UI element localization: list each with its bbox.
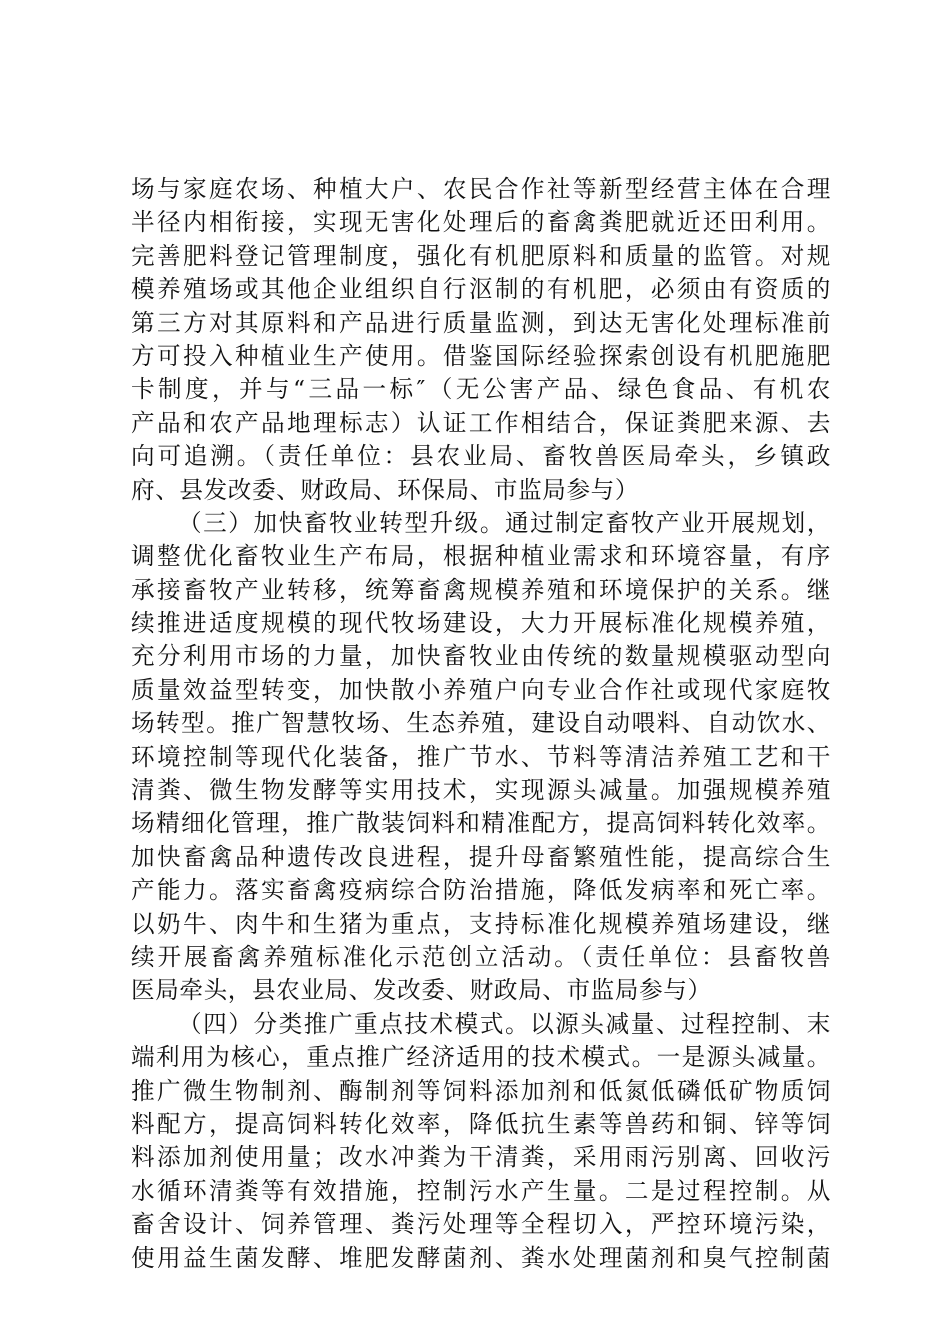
text-line: 使用益生菌发酵、堆肥发酵菌剂、粪水处理菌剂和臭气控制菌 <box>131 1243 831 1272</box>
text-line: 充分利用市场的力量，加快畜牧业由传统的数量规模驱动型向 <box>131 642 831 671</box>
text-line: 完善肥料登记管理制度，强化有机肥原料和质量的监管。对规 <box>131 241 831 270</box>
text-line: 料配方，提高饲料转化效率，降低抗生素等兽药和铜、锌等饲 <box>131 1109 831 1138</box>
text-line: 府、县发改委、财政局、环保局、市监局参与） <box>131 475 640 504</box>
text-line: 续推进适度规模的现代牧场建设，大力开展标准化规模养殖， <box>131 609 831 638</box>
text-line: 水循环清粪等有效措施，控制污水产生量。二是过程控制。从 <box>131 1176 831 1205</box>
text-line: 质量效益型转变，加快散小养殖户向专业合作社或现代家庭牧 <box>131 675 831 704</box>
text-line: 续开展畜禽养殖标准化示范创立活动。（责任单位：县畜牧兽 <box>131 942 831 971</box>
paragraph-first-line: （四）分类推广重点技术模式。以源头减量、过程控制、末 <box>178 1009 831 1038</box>
text-line: 场精细化管理，推广散装饲料和精准配方，提高饲料转化效率。 <box>131 809 831 838</box>
text-line: 场与家庭农场、种植大户、农民合作社等新型经营主体在合理 <box>131 175 831 203</box>
text-line: 料添加剂使用量；改水冲粪为干清粪，采用雨污别离、回收污 <box>131 1143 831 1172</box>
text-line: 第三方对其原料和产品进行质量监测，到达无害化处理标准前 <box>131 308 831 337</box>
text-line: 端利用为核心，重点推广经济适用的技术模式。一是源头减量。 <box>131 1043 831 1072</box>
text-line: 以奶牛、肉牛和生猪为重点，支持标准化规模养殖场建设，继 <box>131 909 831 938</box>
text-line: 环境控制等现代化装备，推广节水、节料等清洁养殖工艺和干 <box>131 742 831 771</box>
text-line: 加快畜禽品种遗传改良进程，提升母畜繁殖性能，提高综合生 <box>131 842 831 871</box>
text-line: 调整优化畜牧业生产布局，根据种植业需求和环境容量，有序 <box>131 542 831 571</box>
text-line: 产品和农产品地理标志）认证工作相结合，保证粪肥来源、去 <box>131 408 831 437</box>
text-line: 承接畜牧产业转移，统筹畜禽规模养殖和环境保护的关系。继 <box>131 575 831 604</box>
text-line: 场转型。推广智慧牧场、生态养殖，建设自动喂料、自动饮水、 <box>131 709 831 738</box>
text-line: 方可投入种植业生产使用。借鉴国际经验探索创设有机肥施肥 <box>131 341 831 370</box>
text-line: 产能力。落实畜禽疫病综合防治措施，降低发病率和死亡率。 <box>131 876 831 905</box>
body-text <box>131 173 831 1275</box>
text-line: 模养殖场或其他企业组织自行沤制的有机肥，必须由有资质的 <box>131 275 831 304</box>
text-line: 卡制度，并与“三品一标″（无公害产品、绿色食品、有机农 <box>131 375 831 404</box>
text-line: 向可追溯。（责任单位：县农业局、畜牧兽医局牵头，乡镇政 <box>131 442 831 471</box>
text-line: 医局牵头，县农业局、发改委、财政局、市监局参与） <box>131 976 712 1005</box>
text-line: 清粪、微生物发酵等实用技术，实现源头减量。加强规模养殖 <box>131 776 831 805</box>
paragraph-first-line: （三）加快畜牧业转型升级。通过制定畜牧产业开展规划， <box>178 508 831 537</box>
text-line: 推广微生物制剂、酶制剂等饲料添加剂和低氮低磷低矿物质饲 <box>131 1076 831 1105</box>
text-line: 畜舍设计、饲养管理、粪污处理等全程切入，严控环境污染， <box>131 1210 831 1239</box>
text-line: 半径内相衔接，实现无害化处理后的畜禽粪肥就近还田利用。 <box>131 208 831 237</box>
